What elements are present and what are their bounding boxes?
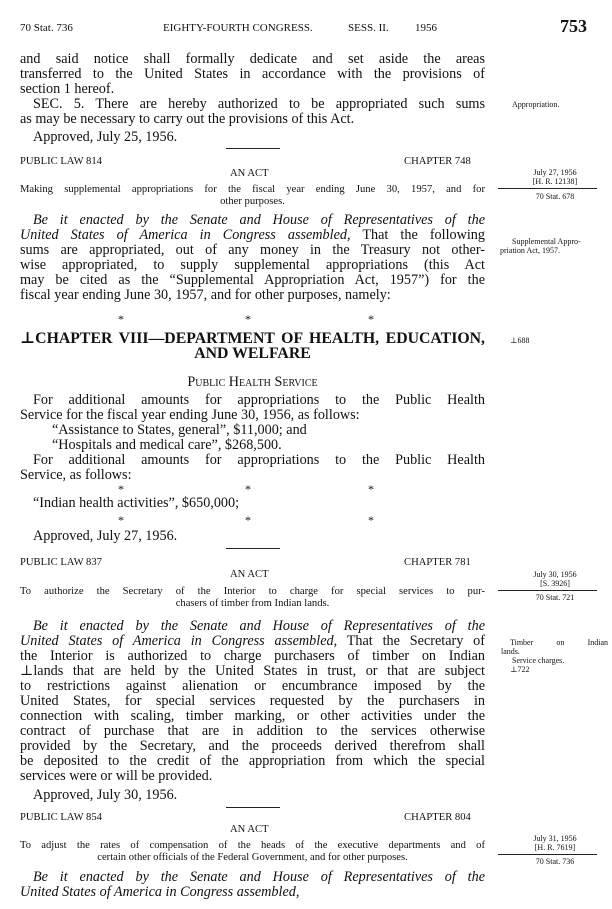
page-marker: ⊥722 [510, 665, 530, 674]
an-act-heading: AN ACT [230, 824, 269, 835]
appropriation-item: “Hospitals and medical care”, $268,500. [52, 437, 282, 453]
body-line: services were or will be provided. [20, 768, 213, 784]
approved-line: Approved, July 27, 1956. [33, 528, 178, 544]
body-line: For additional amounts for appropriations to the Public Health [33, 452, 485, 468]
ellipsis-star: * [118, 513, 124, 527]
date-note: July 31, 1956 [533, 834, 577, 843]
enacting-clause: Be it enacted by the Senate and House of Representatives of the [33, 212, 485, 228]
body-line: the Interior is authorized to charge purchasers of timber on Indian [20, 648, 485, 664]
act-title: Making supplemental appropriations for the fiscal year ending June 30, 1957, and for [20, 184, 485, 195]
continuation-line: section 1 hereof. [20, 81, 115, 97]
header-session: SESS. II. [348, 22, 389, 34]
body-line: be deposited to the credit of the appropriation from which the special [20, 753, 485, 769]
public-law-number: PUBLIC LAW 837 [20, 557, 102, 568]
header-stat-ref: 70 Stat. 736 [20, 22, 73, 34]
ellipsis-star: * [245, 513, 251, 527]
body-line: connection with scaling, timber marking, or other activities under the [20, 708, 485, 724]
divider-rule [226, 148, 280, 149]
enacting-clause: United States of America in Congress assembled, That the Secretary of [20, 633, 485, 649]
ellipsis-star: * [118, 482, 124, 496]
ellipsis-star: * [368, 482, 374, 496]
approved-line: Approved, July 30, 1956. [33, 787, 178, 803]
margin-rule [498, 188, 597, 189]
section-5-line: SEC. 5. There are hereby authorized to be appropriated such sums [33, 96, 485, 112]
section-5-line: as may be necessary to carry out the provisions of this Act. [20, 111, 355, 127]
act-title: To adjust the rates of compensation of the heads of the executive departments and of [20, 840, 485, 851]
body-line: sums are appropriated, out of any money in the Treasury not other- [20, 242, 485, 258]
chapter-number: CHAPTER 804 [404, 812, 471, 823]
appropriation-item: “Assistance to States, general”, $11,000; and [52, 422, 307, 438]
body-line: contract of purchase that are in addition to the services otherwise [20, 723, 485, 739]
date-note: July 30, 1956 [533, 570, 577, 579]
body-line: Service, as follows: [20, 467, 132, 483]
body-line: fiscal year ending June 30, 1957, and for other purposes, namely: [20, 287, 391, 303]
enacting-clause: Be it enacted by the Senate and House of Representatives of the [33, 869, 485, 885]
body-line: ⊥lands that are held by the United States in trust, or that are subject [20, 663, 485, 679]
date-note: July 27, 1956 [533, 168, 577, 177]
chapter-heading: AND WELFARE [194, 345, 311, 362]
act-title: chasers of timber from Indian lands. [175, 598, 330, 609]
divider-rule [226, 548, 280, 549]
stat-note: 70 Stat. 736 [535, 857, 575, 866]
an-act-heading: AN ACT [230, 168, 269, 179]
divider-rule [226, 807, 280, 808]
ellipsis-star: * [368, 513, 374, 527]
bill-note: [H. R. 12138] [532, 177, 578, 186]
margin-note: Service charges. [512, 656, 565, 665]
margin-note: Supplemental Appro- [512, 237, 581, 246]
section-heading: Public Health Service [187, 374, 318, 390]
header-year: 1956 [415, 22, 437, 34]
ellipsis-star: * [245, 312, 251, 326]
stat-note: 70 Stat. 678 [535, 192, 575, 201]
margin-note: lands. [501, 647, 520, 656]
body-line: to restrictions against alienation or encumbrance imposed by the [20, 678, 485, 694]
margin-rule [498, 854, 597, 855]
enacting-clause: United States of America in Congress assembled, That the following [20, 227, 485, 243]
ellipsis-star: * [368, 312, 374, 326]
body-line: Service for the fiscal year ending June 30, 1956, as follows: [20, 407, 360, 423]
page-number: 753 [560, 16, 587, 36]
ellipsis-star: * [245, 482, 251, 496]
public-law-number: PUBLIC LAW 854 [20, 812, 102, 823]
approved-line: Approved, July 25, 1956. [33, 129, 178, 145]
chapter-number: CHAPTER 748 [404, 156, 471, 167]
act-title: certain other officials of the Federal Government, and for other purposes. [97, 852, 408, 863]
body-line: wise appropriated, to supply supplemental appropriations (this Act [20, 257, 485, 273]
enacting-clause: Be it enacted by the Senate and House of Representatives of the [33, 618, 485, 634]
act-title: other purposes. [220, 196, 285, 207]
body-line: provided by the Secretary, and the proceeds derived therefrom shall [20, 738, 485, 754]
enacting-clause: United States of America in Congress assembled, [20, 884, 300, 900]
body-line: For additional amounts for appropriations to the Public Health [33, 392, 485, 408]
header-congress: EIGHTY-FOURTH CONGRESS. [163, 22, 313, 34]
chapter-heading: ⊥CHAPTER VIII—DEPARTMENT OF HEALTH, EDUCATION, [20, 330, 485, 347]
continuation-line: and said notice shall formally dedicate and set aside the areas [20, 51, 485, 67]
chapter-number: CHAPTER 781 [404, 557, 471, 568]
appropriation-item: “Indian health activities”, $650,000; [33, 495, 240, 511]
page-marker: ⊥688 [510, 336, 530, 345]
body-line: may be cited as the “Supplemental Appropriation Act, 1957”) for the [20, 272, 485, 288]
continuation-line: transferred to the United States in accordance with the provisions of [20, 66, 485, 82]
act-title: To authorize the Secretary of the Interior to charge for special services to pur- [20, 586, 485, 597]
margin-note: priation Act, 1957. [500, 246, 560, 255]
ellipsis-star: * [118, 312, 124, 326]
margin-rule [498, 590, 597, 591]
an-act-heading: AN ACT [230, 569, 269, 580]
bill-note: [S. 3926] [540, 579, 570, 588]
body-line: United States, for special services requested by the purchasers in [20, 693, 485, 709]
margin-note: Timber on Indian [510, 638, 608, 647]
stat-note: 70 Stat. 721 [535, 593, 575, 602]
bill-note: [H. R. 7619] [534, 843, 576, 852]
public-law-number: PUBLIC LAW 814 [20, 156, 102, 167]
margin-note: Appropriation. [512, 100, 560, 109]
